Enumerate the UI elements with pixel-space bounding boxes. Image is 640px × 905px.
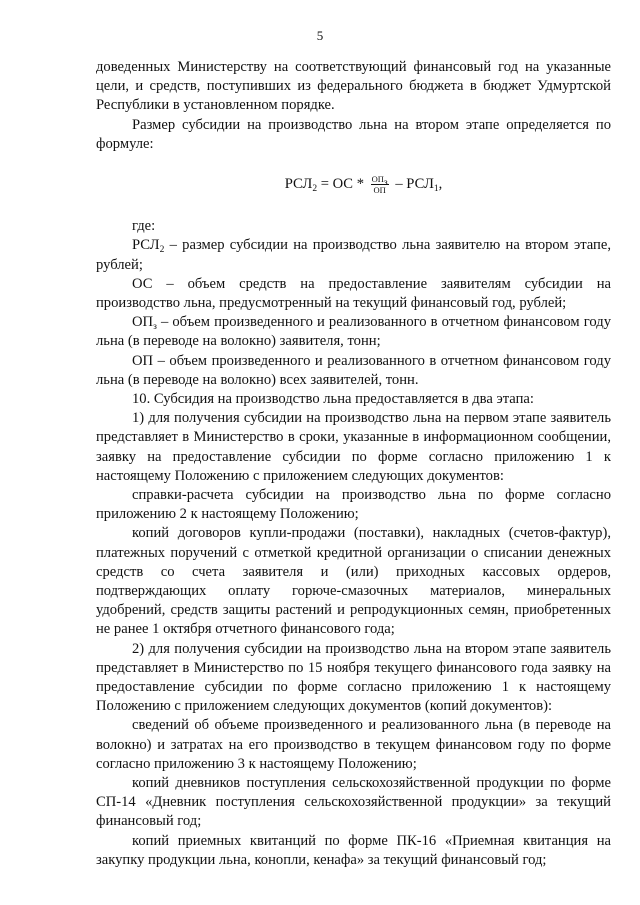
item-10-1-a: справки-расчета субсидии на производство льна по форме согласно приложению 2 к настоящему Положению;	[96, 487, 611, 523]
document-body	[96, 58, 611, 870]
formula-fraction-numerator	[371, 174, 389, 189]
numerator-text: ОП	[371, 174, 384, 185]
formula-fraction	[371, 174, 389, 195]
item-10-1-b: копий договоров купли-продажи (поставки), накладных (счетов-фактур), платежных поручений с отметкой кредитной организации о списании денежных средств со счета заявителя и (или) приходных кассовых ордеров, подтверждающих оплату горюче-смазочных материалов, минеральных удобрений, средств защиты растений и репродукционных семян, приобретенных не ранее 1 октября отчетного финансового года;	[96, 525, 611, 638]
definition-rsl2	[96, 236, 611, 274]
formula-tail: ,	[438, 176, 443, 193]
definition-rsl2-text: – размер субсидии на производство льна заявителю на втором этапе, рублей;	[96, 237, 611, 273]
item-10-1: 1) для получения субсидии на производство льна на первом этапе заявитель представляет в Министерство в сроки, указанные в информационном сообщении, заявку на предоставление субсидии по форме согласно приложению 1 к настоящему Положению с приложением следующих документов:	[96, 410, 611, 484]
numerator-subscript: з	[383, 178, 388, 189]
item-10: 10. Субсидия на производство льна предоставляется в два этапа:	[132, 391, 534, 407]
definition-opz-term: ОП	[132, 314, 154, 331]
item-10-2: 2) для получения субсидии на производство льна на втором этапе заявитель представляет в Министерство по 15 ноября текущего финансового года заявку на предоставление субсидии по форме согласно приложению 1 к настоящему Положению с приложением следующих документов (копий документов):	[96, 640, 611, 715]
formula-minus-subscript: 1	[433, 184, 439, 195]
formula-lhs-subscript: 2	[312, 184, 318, 195]
definition-os: ОС – объем средств на предоставление заявителям субсидии на производство льна, предусмотренный на текущий финансовый год, рублей;	[96, 275, 611, 311]
definition-rsl2-subscript: 2	[159, 245, 165, 256]
formula	[96, 173, 611, 195]
paragraph-size-intro: Размер субсидии на производство льна на втором этапе определяется по формуле:	[96, 116, 611, 152]
definition-opz-subscript: з	[153, 322, 157, 333]
item-10-2-b: копий дневников поступления сельскохозяйственной продукции по форме СП-14 «Дневник поступления сельскохозяйственной продукции» за текущий финансовый год;	[96, 775, 611, 830]
where-label: где:	[132, 218, 156, 235]
page-number: 5	[316, 28, 324, 43]
definition-opz	[96, 313, 611, 351]
formula-lhs: РСЛ	[284, 176, 313, 193]
definition-rsl2-term: РСЛ	[132, 237, 160, 254]
item-10-2-a: сведений об объеме произведенного и реализованного льна (в переводе на волокно) и затратах на его производство в текущем финансовом году по форме согласно приложению 3 к настоящему Положению;	[96, 717, 611, 772]
definition-op: ОП – объем произведенного и реализованного в отчетном финансовом году льна (в переводе на волокно) всех заявителей, тонн.	[96, 352, 611, 388]
paragraph-continuation: доведенных Министерству на соответствующий финансовый год на указанные цели, и средств, поступивших из федерального бюджета в бюджет Удмуртской Республики в установленном порядке.	[96, 59, 611, 114]
item-10-2-c: копий приемных квитанций по форме ПК-16 «Приемная квитанция на закупку продукции льна, конопли, кенафа» за текущий финансовый год;	[96, 832, 611, 868]
formula-minus-term: – РСЛ	[391, 176, 434, 193]
formula-fraction-denominator: ОП	[373, 185, 386, 196]
definition-opz-text: – объем произведенного и реализованного в отчетном финансовом году льна (в переводе на волокно) заявителя, тонн;	[96, 314, 611, 350]
formula-equals: = ОС *	[317, 176, 368, 193]
